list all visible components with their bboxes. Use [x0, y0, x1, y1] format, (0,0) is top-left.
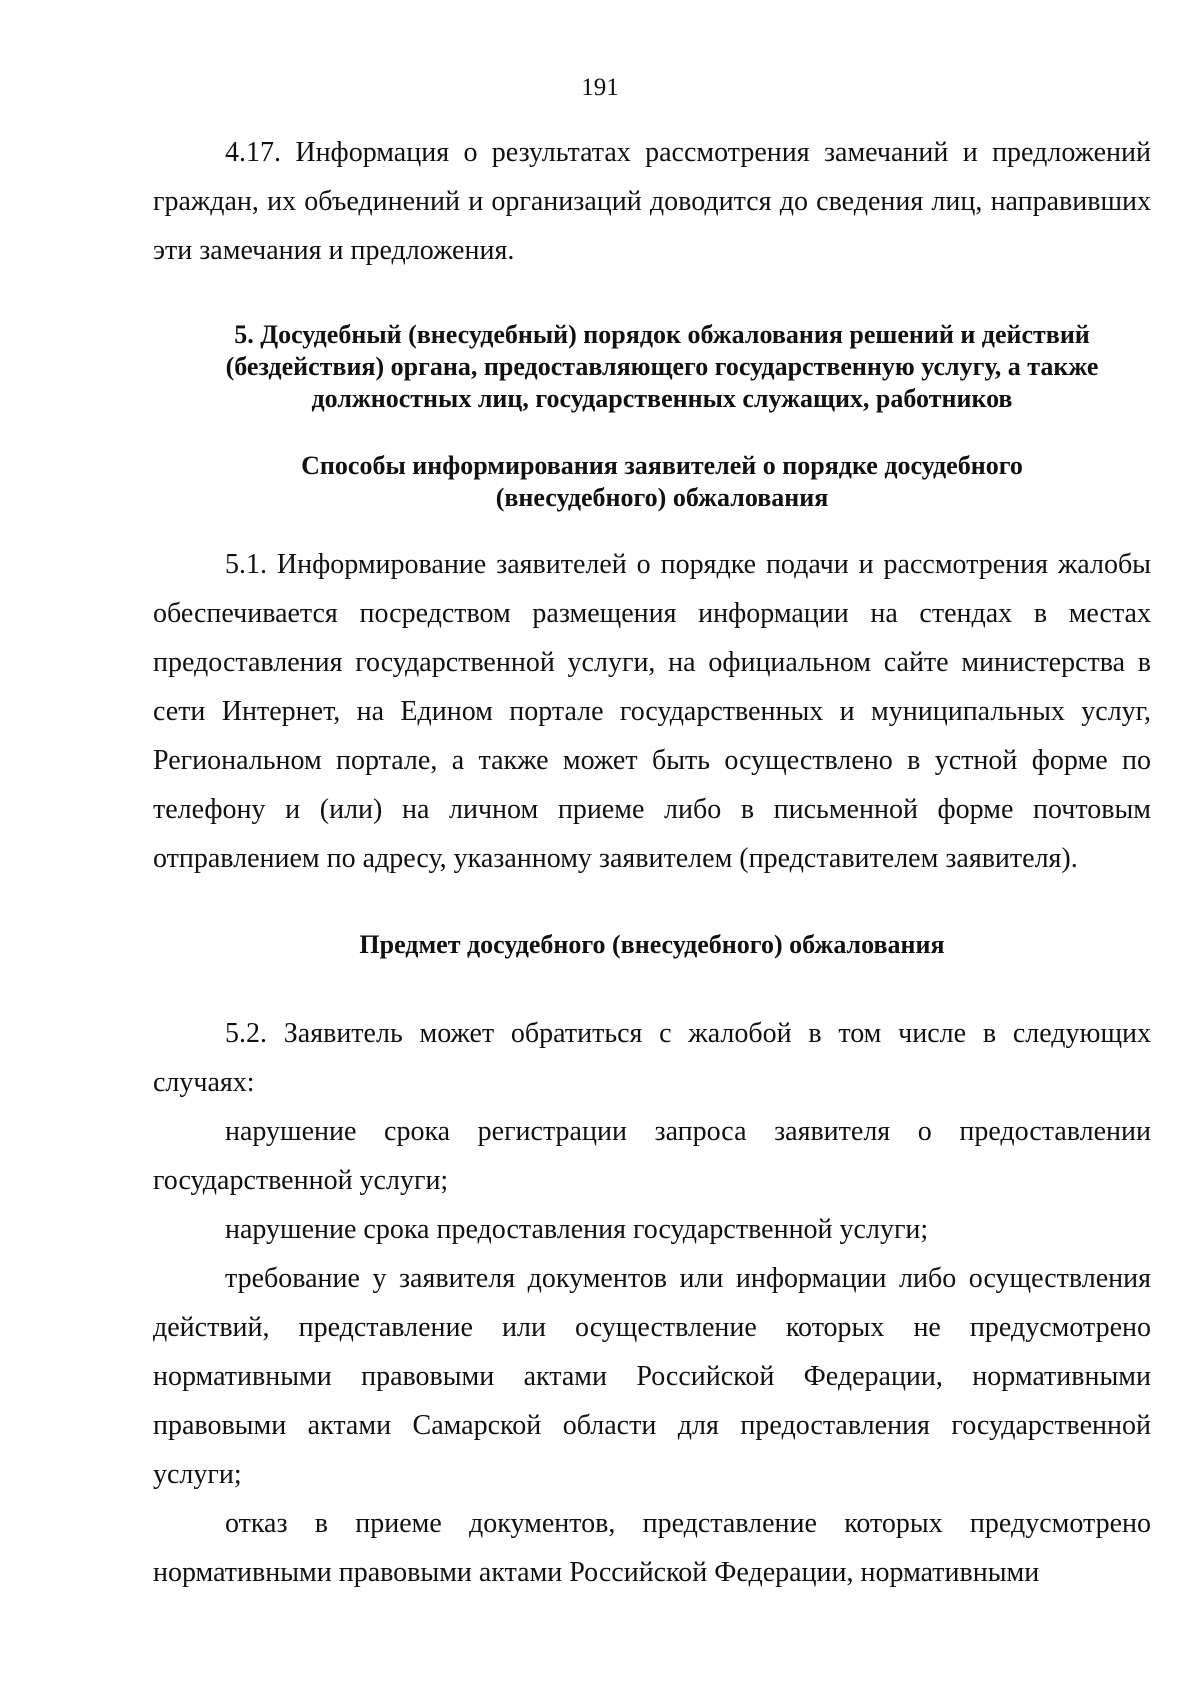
subheading-appeal-subject: Предмет досудебного (внесудебного) обжалования: [359, 930, 945, 959]
section-5-title: 5. Досудебный (внесудебный) порядок обжалования решений и действий (бездействия) органа, предоставляющего государственную услугу, а также должностных лиц, государственных служащих, работников: [225, 320, 1099, 413]
list-item: отказ в приеме документов, представление которых предусмотрено нормативными правовыми актами Российской Федерации, нормативными: [153, 1508, 1151, 1588]
paragraph-4-17: 4.17. Информация о результатах рассмотрения замечаний и предложений граждан, их объединений и организаций доводится до сведения лиц, направивших эти замечания и предложения.: [153, 137, 1151, 266]
list-item: нарушение срока регистрации запроса заявителя о предоставлении государственной услуги;: [153, 1116, 1151, 1196]
list-item: требование у заявителя документов или информации либо осуществления действий, представление или осуществление которых не предусмотрено нормативными правовыми актами Российской Федерации, нормативными правовыми актами Самарской области для предоставления государственной услуги;: [153, 1263, 1151, 1490]
subheading-informing-methods: Способы информирования заявителей о порядке досудебного (внесудебного) обжалования: [301, 451, 1023, 512]
list-item: нарушение срока предоставления государственной услуги;: [225, 1214, 929, 1245]
paragraph-5-1: 5.1. Информирование заявителей о порядке подачи и рассмотрения жалобы обеспечивается посредством размещения информации на стендах в местах предоставления государственной услуги, на официальном сайте министерства в сети Интернет, на Едином портале государственных и муниципальных услуг, Региональном портале, а также может быть осуществлено в устной форме по телефону и (или) на личном приеме либо в письменной форме почтовым отправлением по адресу, указанному заявителем (представителем заявителя).: [153, 549, 1151, 874]
page-number: 191: [581, 74, 619, 101]
paragraph-5-2: 5.2. Заявитель может обратиться с жалобой в том числе в следующих случаях:: [153, 1018, 1151, 1098]
document-body: [153, 128, 1151, 1597]
